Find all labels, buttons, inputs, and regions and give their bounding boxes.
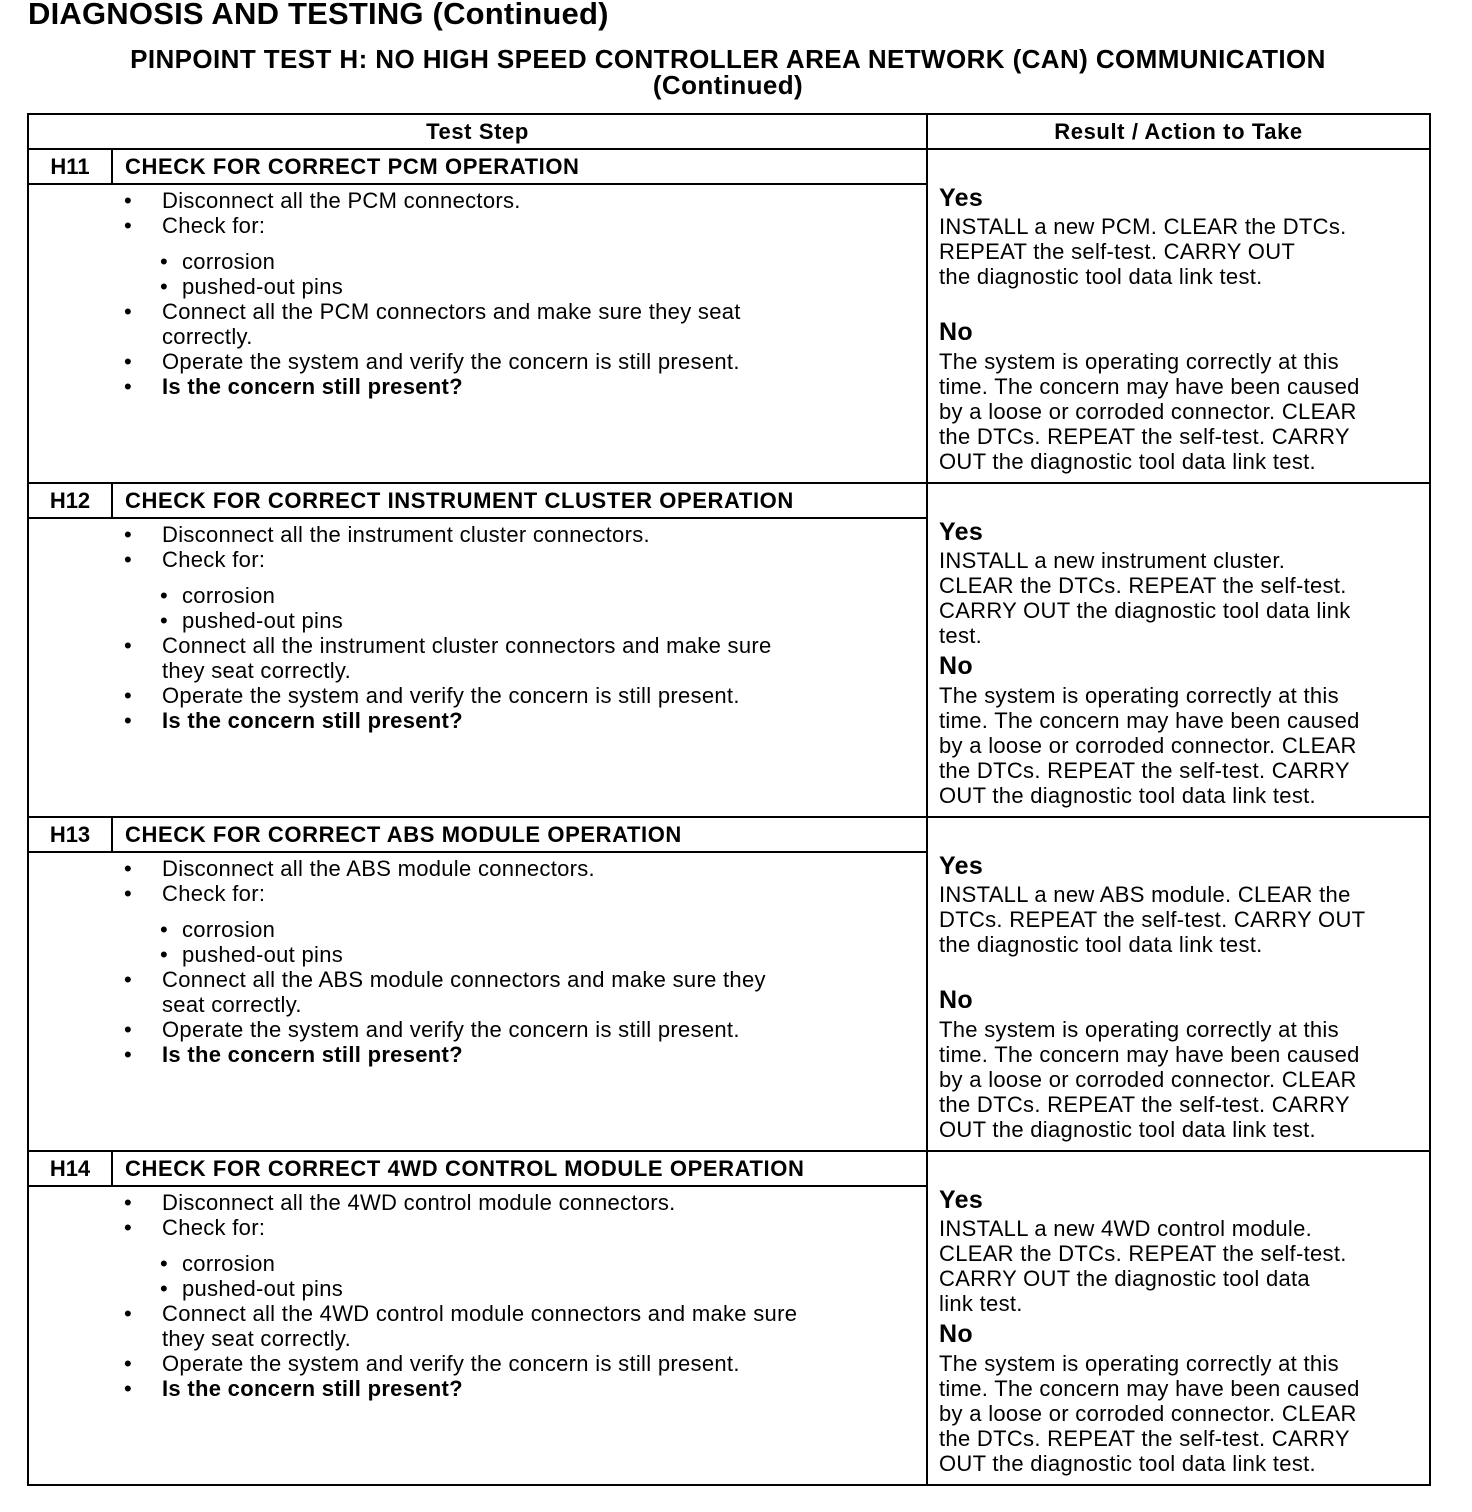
yes-label: Yes [939, 1186, 984, 1214]
yes-label: Yes [939, 184, 984, 212]
instruction-check-for: Check for: [162, 213, 266, 238]
bullet: • [124, 522, 133, 547]
instruction-disconnect: Disconnect all the instrument cluster connectors. [162, 522, 650, 547]
step-title: CHECK FOR CORRECT ABS MODULE OPERATION [112, 817, 927, 852]
no-line: time. The concern may have been caused [939, 374, 1360, 399]
step-id: H13 [28, 817, 112, 852]
step-id-spacer [28, 1186, 112, 1485]
sub-item-pushed-out-pins: pushed-out pins [182, 942, 344, 967]
step-title: CHECK FOR CORRECT INSTRUMENT CLUSTER OPERATION [112, 483, 927, 518]
no-line: by a loose or corroded connector. CLEAR [939, 1401, 1357, 1426]
no-line: the DTCs. REPEAT the self-test. CARRY [939, 1092, 1350, 1117]
bullet: • [124, 188, 133, 213]
no-line: the DTCs. REPEAT the self-test. CARRY [939, 424, 1350, 449]
yes-line: CARRY OUT the diagnostic tool data link [939, 598, 1351, 623]
test-step-header: Test Step [28, 114, 927, 149]
sub-item-corrosion: corrosion [182, 583, 276, 608]
table-body [28, 149, 1430, 1485]
no-line: by a loose or corroded connector. CLEAR [939, 1067, 1357, 1092]
instruction-operate: Operate the system and verify the concern is still present. [162, 1351, 740, 1376]
result-cell [927, 1151, 1430, 1485]
page-header: DIAGNOSIS AND TESTING (Continued) [28, 0, 609, 31]
instruction-connect-cont: they seat correctly. [162, 658, 351, 683]
yes-line: INSTALL a new instrument cluster. [939, 548, 1286, 573]
step-id: H11 [28, 149, 112, 184]
sub-bullet: • [160, 608, 169, 633]
sub-bullet: • [160, 917, 169, 942]
result-header: Result / Action to Take [927, 114, 1430, 149]
bullet: • [124, 1042, 133, 1067]
yes-line: DTCs. REPEAT the self-test. CARRY OUT [939, 907, 1366, 932]
step-id-spacer [28, 518, 112, 817]
diagnostic-table [27, 113, 1431, 1486]
step-instructions [112, 518, 927, 817]
question: Is the concern still present? [162, 708, 463, 733]
test-title-line2: (Continued) [652, 70, 804, 100]
no-line: OUT the diagnostic tool data link test. [939, 1451, 1316, 1476]
sub-bullet: • [160, 1276, 169, 1301]
bullet: • [124, 1351, 133, 1376]
bullet: • [124, 299, 133, 324]
sub-bullet: • [160, 942, 169, 967]
bullet: • [124, 349, 133, 374]
no-line: time. The concern may have been caused [939, 1042, 1360, 1067]
instruction-disconnect: Disconnect all the PCM connectors. [162, 188, 521, 213]
yes-line: CLEAR the DTCs. REPEAT the self-test. [939, 1241, 1347, 1266]
bullet: • [124, 967, 133, 992]
step-instructions [112, 184, 927, 483]
bullet: • [124, 856, 133, 881]
question: Is the concern still present? [162, 1042, 463, 1067]
bullet: • [124, 1190, 133, 1215]
no-line: The system is operating correctly at this [939, 349, 1339, 374]
result-cell [927, 817, 1430, 1151]
instruction-connect-cont: they seat correctly. [162, 1326, 351, 1351]
instruction-check-for: Check for: [162, 881, 266, 906]
instruction-operate: Operate the system and verify the concern is still present. [162, 349, 740, 374]
instruction-operate: Operate the system and verify the concern is still present. [162, 683, 740, 708]
sub-item-corrosion: corrosion [182, 1251, 276, 1276]
bullet: • [124, 881, 133, 906]
sub-item-pushed-out-pins: pushed-out pins [182, 1276, 344, 1301]
no-line: time. The concern may have been caused [939, 1376, 1360, 1401]
instruction-connect: Connect all the 4WD control module connectors and make sure [162, 1301, 798, 1326]
no-line: The system is operating correctly at this [939, 1017, 1339, 1042]
question: Is the concern still present? [162, 1376, 463, 1401]
yes-line: REPEAT the self-test. CARRY OUT [939, 239, 1296, 264]
instruction-operate: Operate the system and verify the concern is still present. [162, 1017, 740, 1042]
bullet: • [124, 374, 133, 399]
no-line: The system is operating correctly at this [939, 1351, 1339, 1376]
instruction-connect: Connect all the PCM connectors and make sure they seat [162, 299, 741, 324]
question: Is the concern still present? [162, 374, 463, 399]
step-instructions [112, 1186, 927, 1485]
sub-bullet: • [160, 249, 169, 274]
yes-line: test. [939, 623, 983, 648]
result-cell [927, 149, 1430, 483]
instruction-disconnect: Disconnect all the 4WD control module connectors. [162, 1190, 676, 1215]
test-step-title-row [28, 1151, 1430, 1186]
yes-line: link test. [939, 1291, 1023, 1316]
instruction-connect-cont: correctly. [162, 324, 253, 349]
no-line: by a loose or corroded connector. CLEAR [939, 399, 1357, 424]
no-line: by a loose or corroded connector. CLEAR [939, 733, 1357, 758]
instruction-connect: Connect all the instrument cluster connectors and make sure [162, 633, 772, 658]
no-label: No [939, 986, 973, 1014]
step-id: H12 [28, 483, 112, 518]
no-line: The system is operating correctly at this [939, 683, 1339, 708]
instruction-disconnect: Disconnect all the ABS module connectors. [162, 856, 595, 881]
bullet: • [124, 1215, 133, 1240]
no-line: OUT the diagnostic tool data link test. [939, 449, 1316, 474]
sub-bullet: • [160, 274, 169, 299]
yes-line: INSTALL a new PCM. CLEAR the DTCs. [939, 214, 1347, 239]
yes-line: CLEAR the DTCs. REPEAT the self-test. [939, 573, 1347, 598]
bullet: • [124, 1376, 133, 1401]
yes-line: the diagnostic tool data link test. [939, 264, 1263, 289]
yes-label: Yes [939, 852, 984, 880]
no-label: No [939, 318, 973, 346]
no-label: No [939, 652, 973, 680]
step-id-spacer [28, 184, 112, 483]
step-id-spacer [28, 852, 112, 1151]
result-cell [927, 483, 1430, 817]
yes-label: Yes [939, 518, 984, 546]
step-title: CHECK FOR CORRECT 4WD CONTROL MODULE OPERATION [112, 1151, 927, 1186]
no-label: No [939, 1320, 973, 1348]
bullet: • [124, 1017, 133, 1042]
instruction-connect-cont: seat correctly. [162, 992, 302, 1017]
bullet: • [124, 708, 133, 733]
sub-item-pushed-out-pins: pushed-out pins [182, 274, 344, 299]
instruction-connect: Connect all the ABS module connectors and make sure they [162, 967, 766, 992]
step-instructions [112, 852, 927, 1151]
bullet: • [124, 1301, 133, 1326]
test-step-title-row [28, 817, 1430, 852]
no-line: the DTCs. REPEAT the self-test. CARRY [939, 1426, 1350, 1451]
bullet: • [124, 633, 133, 658]
yes-line: the diagnostic tool data link test. [939, 932, 1263, 957]
yes-line: INSTALL a new 4WD control module. [939, 1216, 1313, 1241]
yes-line: INSTALL a new ABS module. CLEAR the [939, 882, 1351, 907]
sub-bullet: • [160, 1251, 169, 1276]
yes-line: CARRY OUT the diagnostic tool data [939, 1266, 1310, 1291]
instruction-check-for: Check for: [162, 547, 266, 572]
sub-item-corrosion: corrosion [182, 917, 276, 942]
bullet: • [124, 683, 133, 708]
bullet: • [124, 547, 133, 572]
bullet: • [124, 213, 133, 238]
no-line: OUT the diagnostic tool data link test. [939, 1117, 1316, 1142]
step-title: CHECK FOR CORRECT PCM OPERATION [112, 149, 927, 184]
no-line: the DTCs. REPEAT the self-test. CARRY [939, 758, 1350, 783]
pinpoint-test-title [0, 46, 1456, 98]
no-line: time. The concern may have been caused [939, 708, 1360, 733]
step-id: H14 [28, 1151, 112, 1186]
sub-item-pushed-out-pins: pushed-out pins [182, 608, 344, 633]
no-line: OUT the diagnostic tool data link test. [939, 783, 1316, 808]
sub-bullet: • [160, 583, 169, 608]
instruction-check-for: Check for: [162, 1215, 266, 1240]
sub-item-corrosion: corrosion [182, 249, 276, 274]
test-step-title-row [28, 483, 1430, 518]
test-title-line1: PINPOINT TEST H: NO HIGH SPEED CONTROLLER AREA NETWORK (CAN) COMMUNICATION [130, 44, 1326, 74]
test-step-title-row [28, 149, 1430, 184]
